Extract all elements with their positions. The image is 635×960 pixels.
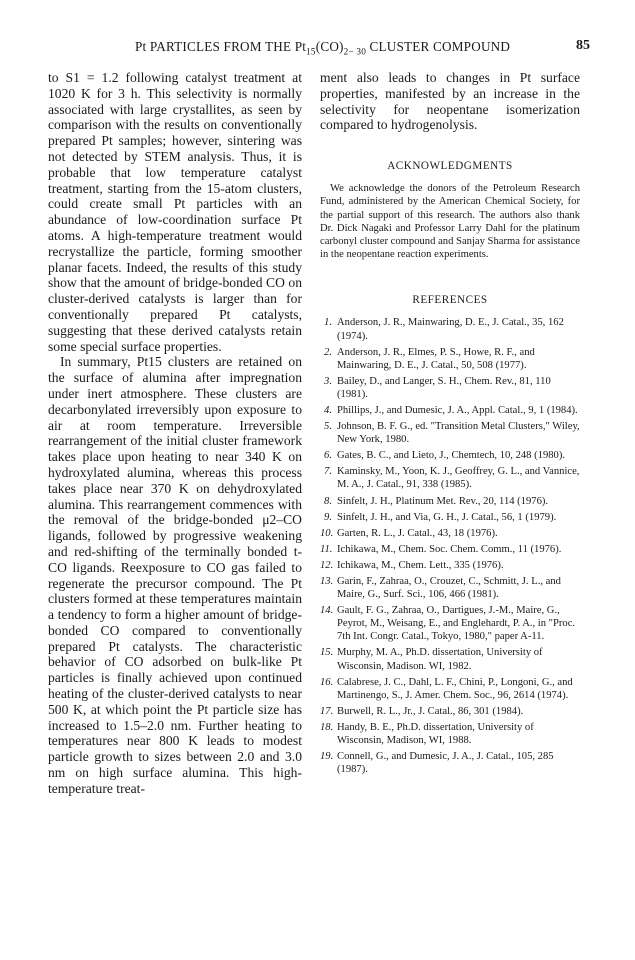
reference-number: 16. [320,676,334,688]
reference-number: 17. [320,705,334,717]
reference-text: Handy, B. E., Ph.D. dissertation, University of Wisconsin, Madison, WI, 1988. [337,721,534,747]
page-number: 85 [576,38,590,53]
reference-number: 11. [320,543,333,555]
reference-item [320,449,580,462]
right-column [320,70,580,779]
body-paragraph-continuation: ment also leads to changes in Pt surface properties, manifested by an increase in the selectivity for neopentane isomerization compared to hydrogenolysis. [320,70,580,133]
reference-number: 19. [320,751,334,763]
reference-number: 18. [320,721,334,733]
reference-number: 13. [320,576,334,587]
reference-text: Phillips, J., and Dumesic, J. A., Appl. Catal., 9, 1 (1984). [337,404,578,416]
reference-text: Ichikawa, M., Chem. Soc. Chem. Comm., 11 (1976). [337,543,562,555]
header-title-end: CLUSTER COMPOUND [366,39,511,54]
reference-item [320,511,580,524]
reference-number: 14. [320,605,334,617]
reference-text: Sinfelt, J. H., and Via, G. H., J. Catal., 56, 1 (1979). [337,511,557,523]
reference-item [320,495,580,508]
header-title-mid: (CO) [315,39,344,54]
acknowledgments-text: We acknowledge the donors of the Petroleum Research Fund, administered by the American Chemical Society, for the partial support of this research. The authors also thank Dr. Dick Nagaki and Professor Larry Dahl for the platinum carbonyl cluster compound and Sanjay Sharma for assistance in the neopentane reaction experiments. [320,183,580,261]
reference-number: 9. [324,511,332,523]
reference-text: Bailey, D., and Langer, S. H., Chem. Rev., 81, 110 (1981). [337,375,551,400]
reference-text: Garin, F., Zahraa, O., Crouzet, C., Schmitt, J. L., and Maire, G., Surf. Sci., 106, 466 (1981). [337,576,561,601]
reference-number: 7. [324,466,332,478]
reference-item [320,575,580,601]
reference-text: Gault, F. G., Zahraa, O., Dartigues, J.-M., Maire, G., Peyrot, M., Weisang, E., and Englehardt, P. A., in "Proc. 7th Int. Congr. Catal., Tokyo, 1980," paper A-11. [337,605,576,643]
reference-text: Sinfelt, J. H., Platinum Met. Rev., 20, 114 (1976). [337,495,549,507]
reference-text: Calabrese, J. C., Dahl, L. F., Chini, P., Longoni, G., and Martinengo, S., J. Amer. Chem. Soc., 96, 2614 (1974). [337,676,573,701]
reference-item [320,420,580,446]
reference-item [320,646,580,672]
header-co-subscript: 2− 30 [343,46,367,57]
reference-item [320,705,580,718]
reference-list [320,316,580,776]
reference-number: 6. [324,450,332,462]
reference-number: 1. [324,317,332,329]
header-pt-subscript: 15 [306,46,316,57]
reference-text: Kaminsky, M., Yoon, K. J., Geoffrey, G. L., and Vannice, M. A., J. Catal., 91, 338 (1985). [337,466,580,491]
reference-text: Burwell, R. L., Jr., J. Catal., 86, 301 (1984). [337,705,524,717]
reference-item [320,543,580,556]
reference-text: Ichikawa, M., Chem. Lett., 335 (1976). [337,559,504,571]
reference-item [320,375,580,401]
reference-number: 8. [324,495,332,507]
reference-number: 4. [324,404,332,416]
reference-number: 12. [320,559,334,571]
reference-text: Garten, R. L., J. Catal., 43, 18 (1976). [337,527,498,539]
running-header [135,39,573,55]
reference-item [320,559,580,572]
reference-item [320,316,580,342]
header-title-start: Pt PARTICLES FROM THE Pt [135,39,307,54]
reference-item [320,346,580,372]
body-paragraph-summary: In summary, Pt15 clusters are retained on the surface of alumina after impregnation under inert atmosphere. These clusters are decarbonylated irreversibly upon exposure to air at room temperature. Irreversible rearrangement of the initial cluster framework takes place upon heating to near 340 K on hydroxylated alumina, whereas this process takes place near 370 K on dehydroxylated alumina. This rearrangement commences with the removal of the bridge-bonded μ2–CO ligands, followed by progressive weakening and red-shifting of the terminally bonded t-CO ligands. Reexposure to CO gas failed to regenerate the precursor compound. The Pt clusters formed at these temperatures maintain a tendency to form a higher amount of bridge-bonded CO compared to conventionally prepared Pt catalysts. The characteristic behavior of CO adsorbed on bulk-like Pt particles is finally achieved upon continued heating of the cluster-derived catalysts to near 500 K, at which point the Pt particle size has increased to 1.5–2.0 nm. Further heating to temperatures near 800 K leads to modest particle growth to sizes between 2.0 and 3.0 nm on high surface alumina. This high-temperature treat- [48,354,302,796]
reference-number: 5. [324,421,332,433]
reference-number: 3. [324,375,332,387]
acknowledgments-heading: ACKNOWLEDGMENTS [387,160,513,173]
reference-text: Connell, G., and Dumesic, J. A., J. Catal., 105, 285 (1987). [337,751,554,776]
reference-text: Murphy, M. A., Ph.D. dissertation, University of Wisconsin, Madison. WI, 1982. [337,647,543,672]
reference-number: 10. [320,527,334,539]
reference-number: 2. [324,346,332,358]
reference-item [320,465,580,491]
left-column [48,70,302,797]
reference-number: 15. [320,647,334,659]
reference-item [320,676,580,702]
reference-text: Gates, B. C., and Lieto, J., Chemtech, 10, 248 (1980). [337,450,566,462]
reference-text: Johnson, B. F. G., ed. "Transition Metal Clusters," Wiley, New York, 1980. [337,421,580,446]
reference-item [320,750,580,776]
references-heading: REFERENCES [412,294,488,307]
reference-text: Anderson, J. R., Mainwaring, D. E., J. Catal., 35, 162 (1974). [337,317,564,342]
reference-text: Anderson, J. R., Elmes, P. S., Howe, R. F., and Mainwaring, D. E., J. Catal., 50, 508 (1977). [337,346,535,371]
reference-item [320,604,580,643]
reference-item [320,404,580,417]
body-paragraph-1: to S1 = 1.2 following catalyst treatment at 1020 K for 3 h. This selectivity is normally associated with large crystallites, as seen by comparison with the results on conventionally prepared Pt samples; however, sintering was not detected by STEM analysis. Thus, it is probable that low temperature catalyst treatment, starting from the 15-atom clusters, could create small Pt particles with an abundance of low-coordination surface Pt atoms. A high-temperature treatment would recrystallize the particle, forming smoother planar facets. Indeed, the results of this study show that the amount of bridge-bonded CO on cluster-derived catalysts is larger than for conventionally prepared Pt catalysts, suggesting that these derived catalysts retain some special surface properties. [48,70,302,354]
reference-item [320,721,580,747]
reference-item [320,527,580,540]
